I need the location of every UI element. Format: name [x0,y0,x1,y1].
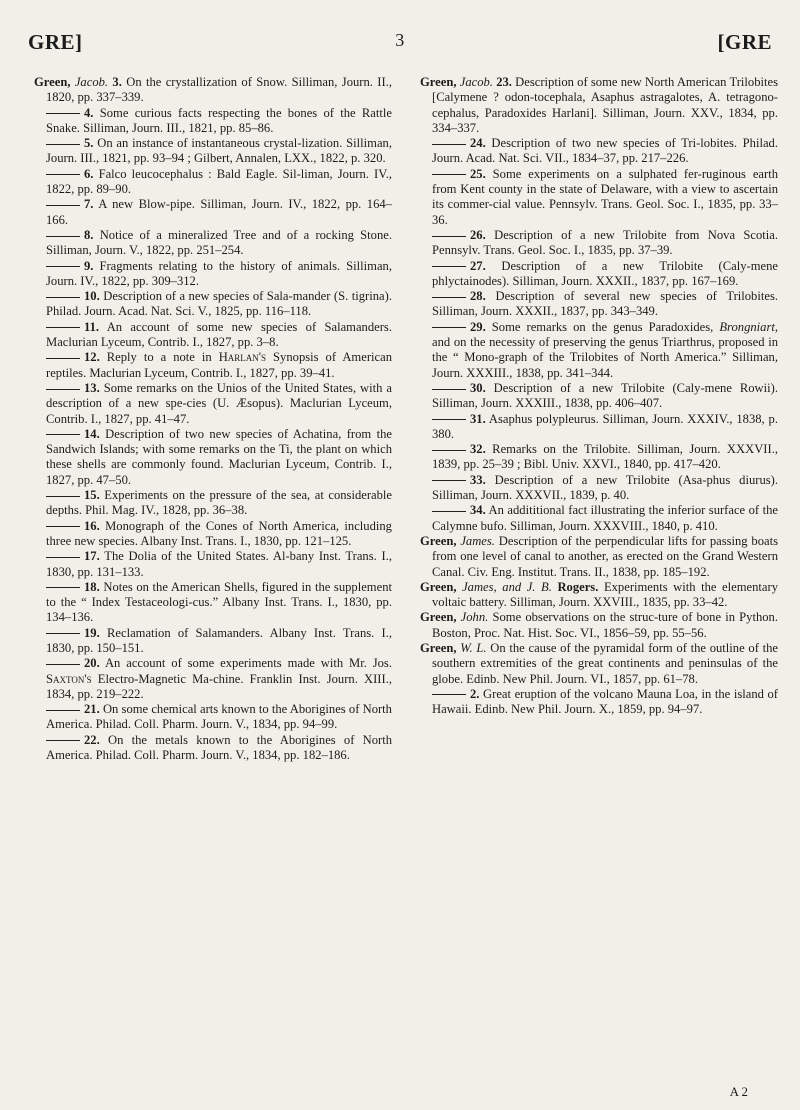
ditto-dash [46,664,80,665]
entry-text: On the crystallization of Snow. Silliman, Journ. II., 1820, pp. 337–339. [46,75,392,105]
entry-number: 6. [84,166,94,181]
entry-text: On some chemical arts known to the Aborigines of North America. Philad. Coll. Pharm. Journ. V., 1834, pp. 94–99. [46,702,392,732]
bibliography-entry [34,381,392,427]
entry-text: An account of some new species of Salamanders. Maclurian Lyceum, Contrib. I., 1827, pp. 3–8. [46,319,392,350]
ditto-dash [432,511,466,512]
entry-number: 12. [84,350,100,365]
bibliography-entry [34,228,392,259]
entry-text: On an instance of instantaneous crystal-lization. Silliman, Journ. III., 1821, pp. 93–94 ; Gilbert, Annalen, LXX., 1822, p. 320. [46,136,392,166]
entry-text: Electro-Magnetic Ma-chine. Franklin Inst. Journ. XIII., 1834, pp. 219–222. [46,671,392,701]
entry-number: 19. [84,625,100,640]
entry-text: Description of several new species of Trilobites. Silliman, Journ. XXXII., 1837, pp. 343–349. [432,289,778,319]
entry-text: Synopsis of American reptiles. Maclurian Lyceum, Contrib. I., 1827, pp. 39–41. [46,350,392,380]
entry-text: The Dolia of the United States. Al-bany Inst. Trans. I., 1830, pp. 131–133. [46,549,392,579]
bibliography-entry [420,167,778,228]
bibliography-entry [34,197,392,228]
entry-text: Description of a new species of Sala-mander (S. tigrina). Philad. Journ. Acad. Nat. Sci. V., 1825, pp. 116–118. [46,289,392,319]
bibliography-entry [34,259,392,290]
entry-number: 24. [470,136,486,151]
entry-text: On the metals known to the Aborigines of North America. Philad. Coll. Pharm. Journ. V., 1834, pp. 182–186. [46,732,392,763]
entry-text: Reclamation of Salamanders. Albany Inst. Trans. I., 1830, pp. 150–151. [46,625,392,655]
entry-text: Notes on the American Shells, figured in the supplement to the “ Index Testaceologi-cus.” Albany Inst. Trans. I., 1830, pp. 134–136. [46,579,392,625]
bibliography-entry [420,320,778,381]
entry-number: 8. [84,227,94,242]
entry-text: Experiments on the pressure of the sea, at considerable depths. Phil. Mag. IV., 1828, pp. 36–38. [46,488,392,518]
entry-name: Harlan's [218,350,267,365]
entry-number: 14. [84,426,100,441]
entry-text: Falco leucocephalus : Bald Eagle. Sil-liman, Journ. IV., 1822, pp. 89–90. [46,166,392,197]
entry-text: Description of the perpendicular lifts for passing boats from one level of canal to another, as erected on the Grand Western Canal. Civ. Eng. Institut. Trans. II., 1838, pp. 185–192. [432,533,778,579]
bibliography-entry [420,503,778,534]
entry-number: 17. [84,549,100,564]
ditto-dash [46,526,80,527]
ditto-dash [432,327,466,328]
bibliography-entry [34,580,392,626]
entry-text: Experiments with the elementary voltaic battery. Silliman, Journ. XXVIII., 1835, pp. 33–42. [432,579,778,610]
entry-number: 25. [470,166,486,181]
header-right: [GRE [717,30,772,54]
entry-number: 31. [470,411,486,426]
ditto-dash [432,419,466,420]
author-name: Green, James, and J. B. Rogers. [420,579,599,594]
ditto-dash [46,236,80,237]
entry-number: 29. [470,319,486,334]
bibliography-entry [34,733,392,764]
ditto-dash [46,358,80,359]
entry-text: Some remarks on the genus Paradoxides, [491,319,720,334]
ditto-dash [46,496,80,497]
ditto-dash [432,694,466,695]
entry-name: Saxton's [46,671,92,686]
entry-number: 23. [496,75,512,89]
entry-text: Some remarks on the Unios of the United States, with a description of a new spe-cies (U. Æsopus). Maclurian Lyceum, Contrib. I., 1827, pp. 41–47. [46,380,392,426]
entry-number: 4. [84,105,94,120]
ditto-dash [432,236,466,237]
ditto-dash [46,174,80,175]
bibliography-entry [34,519,392,550]
entry-text: Description of a new Trilobite (Asa-phus diurus). Silliman, Journ. XXXVII., 1839, p. 40. [432,472,778,503]
ditto-dash [46,297,80,298]
entry-text: Description of two new species of Tri-lobites. Philad. Journ. Acad. Nat. Sci. VII., 1834–37, pp. 217–226. [432,136,778,166]
entry-number: 9. [84,258,94,273]
signature-mark: A 2 [729,1084,748,1099]
ditto-dash [432,450,466,451]
bibliography-entry [420,641,778,687]
entry-text: On the cause of the pyramidal form of the outline of the southern extremities of the great continents and peninsulas of the globe. Edinb. New Phil. Journ. VI., 1857, pp. 61–78. [432,640,778,686]
bibliography-entry [34,289,392,320]
entry-text: Description of some new North American Trilobites [Calymene ? odon-tocephala, Asaphus astragalotes, A. tetragono-cephalus, Paradoxides Harlani]. Silliman, Journ. XXV., 1834, pp. 334–337. [432,75,778,135]
entry-number: 33. [470,472,486,487]
entry-text: Notice of a mineralized Tree and of a rocking Stone. Silliman, Journ. V., 1822, pp. 251–254. [46,227,392,258]
bibliography-entry [34,656,392,702]
ditto-dash [46,587,80,588]
bibliography-entry [34,549,392,580]
bibliography-entry [34,136,392,167]
bibliography-entry [420,610,778,641]
bibliography-entry [420,580,778,611]
bibliography-entry [34,626,392,657]
header-left: GRE] [28,30,83,54]
bibliography-entry [420,687,778,718]
entry-text: Monograph of the Cones of North America, including three new species. Albany Inst. Trans. I., 1830, pp. 121–125. [46,518,392,548]
right-column [420,75,778,717]
running-header [28,30,772,54]
entry-number: 34. [470,503,486,518]
bibliography-entry [420,289,778,320]
entry-italic: Brongniart, [719,319,779,334]
entry-number: 16. [84,518,100,533]
left-column [34,75,392,763]
entry-number: 30. [470,380,486,395]
bibliography-entry [34,320,392,351]
entry-text: A new Blow-pipe. Silliman, Journ. IV., 1822, pp. 164–166. [46,197,392,227]
entry-number: 5. [84,136,94,151]
entry-number: 15. [84,488,100,503]
entry-number: 28. [470,289,486,304]
author-name: Green, James. [420,533,495,548]
ditto-dash [46,144,80,145]
bibliography-entry [34,106,392,137]
bibliography-entry [420,136,778,167]
author-name: Green, John. [420,610,489,625]
ditto-dash [46,434,80,435]
entry-text: and on the necessity of preserving the genus Triarthrus, proposed in the “ Mono-graph of the Trilobites of North America.” Silliman, Journ. XXXIII., 1838, pp. 341–344. [432,335,778,380]
entry-text: Some observations on the struc-ture of bone in Python. Boston, Proc. Nat. Hist. Soc. VI., 1856–59, pp. 55–56. [432,610,779,640]
entry-number: 21. [84,702,100,717]
entry-text: An account of some experiments made with Mr. Jos. [104,656,392,671]
ditto-dash [432,480,466,481]
author-name: Green, Jacob. [34,75,109,89]
entry-text: Great eruption of the volcano Mauna Loa, in the island of Hawaii. Edinb. New Phil. Journ. X., 1859, pp. 94–97. [432,686,778,717]
bibliography-entry [420,442,778,473]
bibliography-entry [420,534,778,580]
entry-number: 13. [84,380,100,395]
bibliography-entry [420,75,778,136]
bibliography-entry [420,228,778,259]
bibliography-entry [34,702,392,733]
entry-number: 3. [112,75,122,89]
entry-text: An addititional fact illustrating the inferior surface of the Calymne bufo. Silliman, Journ. XXXVIII., 1840, p. 410. [432,503,778,533]
bibliography-entry [420,473,778,504]
ditto-dash [46,327,80,328]
entry-number: 18. [84,579,100,594]
entry-number: 20. [84,656,100,671]
entry-text: Asaphus polypleurus. Silliman, Journ. XXXIV., 1838, p. 380. [432,411,778,441]
entry-number: 11. [84,319,100,334]
entry-text: Remarks on the Trilobite. Silliman, Journ. XXXVII., 1839, pp. 25–39 ; Bibl. Univ. XXVI., 1840, pp. 417–420. [432,442,778,472]
ditto-dash [432,389,466,390]
ditto-dash [432,144,466,145]
entry-text: Some curious facts respecting the bones of the Rattle Snake. Silliman, Journ. III., 1821, pp. 85–86. [46,105,392,135]
page-number: 3 [395,30,405,50]
ditto-dash [432,174,466,175]
bibliography-entry [34,167,392,198]
entry-text: Some experiments on a sulphated fer-ruginous earth from Kent county in the state of Delaware, with a view to ascertain its commer-cial value. Pennsylv. Trans. Geol. Soc. I., 1835, pp. 33–36. [432,166,778,227]
entry-number: 7. [84,197,94,212]
ditto-dash [46,710,80,711]
bibliography-entry [420,412,778,443]
ditto-dash [46,740,80,741]
ditto-dash [46,389,80,390]
bibliography-entry [420,259,778,290]
ditto-dash [46,113,80,114]
ditto-dash [46,205,80,206]
bibliography-entry [420,381,778,412]
entry-number: 22. [84,732,100,747]
entry-text: Description of a new Trilobite (Caly-mene Rowii). Silliman, Journ. XXXIII., 1838, pp. 406–407. [432,380,778,411]
entry-number: 27. [470,258,486,273]
entry-text: Fragments relating to the history of animals. Silliman, Journ. IV., 1822, pp. 309–312. [46,258,392,288]
entry-number: 2. [470,686,480,701]
entry-number: 32. [470,442,486,457]
bibliography-entry [34,427,392,488]
entry-text: Description of two new species of Achatina, from the Sandwich Islands; with some remarks on the Ti, the plant on which these shells are commonly found. Maclurian Lyceum, Contrib. I., 1827, pp. 47–50. [46,426,392,487]
ditto-dash [432,297,466,298]
bibliography-entry [34,488,392,519]
author-name: Green, W. L. [420,640,487,655]
ditto-dash [46,633,80,634]
entry-number: 26. [470,227,486,242]
bibliography-entry [34,350,392,381]
bibliography-entry [34,75,392,106]
entry-text: Description of a new Trilobite from Nova Scotia. Pennsylv. Trans. Geol. Soc. I., 1835, pp. 37–39. [432,227,779,258]
ditto-dash [46,557,80,558]
entry-number: 10. [84,289,100,304]
ditto-dash [432,266,466,267]
author-name: Green, Jacob. [420,75,493,89]
entry-text: Reply to a note in [106,350,219,365]
entry-text: Description of a new Trilobite (Caly-mene phlyctainodes). Silliman, Journ. XXXII., 1837, pp. 167–169. [432,258,778,288]
ditto-dash [46,266,80,267]
